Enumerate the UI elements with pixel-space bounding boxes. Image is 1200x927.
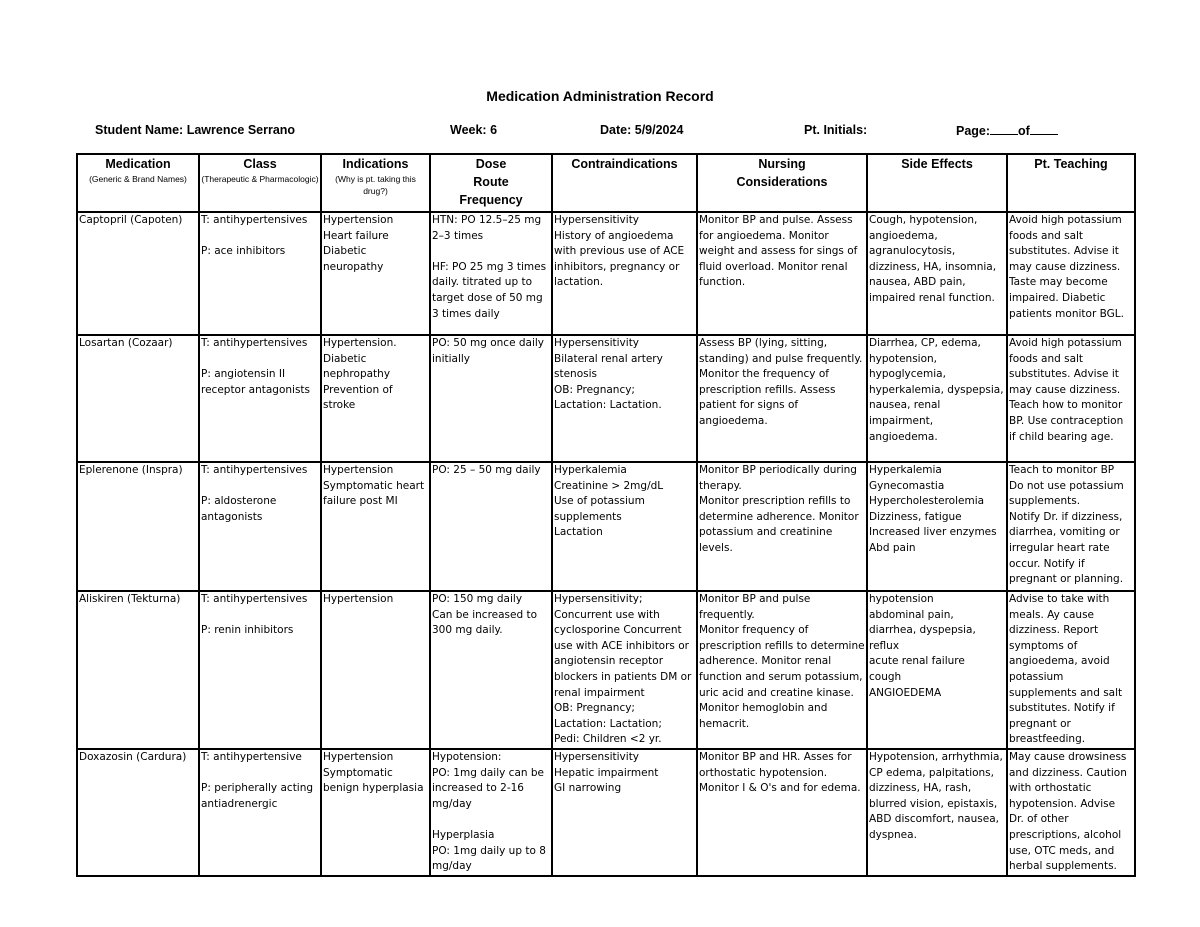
cell-text: T: antihypertensives P: angiotensin II receptor antagonists — [201, 337, 310, 396]
table-row — [77, 462, 1135, 591]
header-title: Dose Route Frequency — [459, 157, 523, 207]
cell-text: Avoid high potassium foods and salt substitutes. Advise it may cause dizziness. Taste may become impaired. Diabetic patients monitor BGL. — [1009, 214, 1124, 320]
page-total-blank — [1030, 123, 1058, 135]
cell-class — [199, 749, 321, 876]
cell-text: Cough, hypotension, angioedema, agranulocytosis, dizziness, HA, insomnia, nausea, ABD pain, impaired renal function. — [869, 214, 997, 304]
cell-text: Hypersensitivity Bilateral renal artery stenosis OB: Pregnancy; Lactation: Lactation. — [554, 337, 663, 412]
cell-medication — [77, 212, 199, 335]
date-field — [600, 123, 683, 137]
cell-nursing — [697, 749, 867, 876]
page-number-blank — [990, 123, 1018, 135]
cell-nursing — [697, 335, 867, 462]
cell-text: Hypersensitivity; Concurrent use with cyclosporine Concurrent use with ACE inhibitors or angiotensin receptor blockers in patients DM or renal impairment OB: Pregnancy; Lactation: Lactation; Pedi: Children <2 yr. — [554, 593, 692, 746]
initials-field — [804, 123, 867, 137]
cell-teaching — [1007, 212, 1135, 335]
cell-nursing — [697, 212, 867, 335]
cell-text: Hypertension Symptomatic heart failure post MI — [323, 464, 425, 508]
page-label: Page: — [956, 124, 991, 138]
cell-text: Assess BP (lying, sitting, standing) and pulse frequently. Monitor the frequency of prescription refills. Assess patient for signs of angioedema. — [699, 337, 863, 427]
cell-class — [199, 462, 321, 591]
date-value: 5/9/2024 — [634, 123, 684, 137]
header-title: Pt. Teaching — [1034, 157, 1108, 171]
cell-medication — [77, 591, 199, 749]
page-field — [956, 123, 1058, 138]
cell-medication — [77, 462, 199, 591]
cell-dose — [430, 749, 552, 876]
cell-text: May cause drowsiness and dizziness. Caution with orthostatic hypotension. Advise Dr. of other prescriptions, alcohol use, OTC meds, and herbal supplements. — [1009, 750, 1127, 873]
header-title: Nursing Considerations — [736, 157, 828, 189]
cell-contraindications — [552, 591, 697, 749]
table-row — [77, 212, 1135, 335]
cell-indications — [321, 462, 430, 591]
cell-nursing — [697, 591, 867, 749]
cell-indications — [321, 335, 430, 462]
table-row — [77, 591, 1135, 749]
header-subtitle: (Generic & Brand Names) — [89, 174, 187, 184]
cell-dose — [430, 335, 552, 462]
cell-text: Eplerenone (Inspra) — [79, 464, 183, 476]
header-nursing — [697, 154, 867, 212]
cell-text: Hypertension Symptomatic benign hyperplasia — [323, 750, 424, 795]
date-label: Date: — [600, 123, 632, 137]
student-name-field — [95, 123, 295, 137]
cell-text: T: antihypertensives P: renin inhibitors — [201, 593, 308, 637]
student-name-value: Lawrence Serrano — [186, 123, 296, 137]
cell-text: Captopril (Capoten) — [79, 214, 183, 226]
cell-text: Doxazosin (Cardura) — [79, 750, 187, 763]
cell-text: Monitor BP and pulse frequently. Monitor frequency of prescription refills to determine adherence. Monitor renal function and serum potassium, uric acid and creatine kinase. Monitor hemoglobin and hemacrit. — [699, 593, 865, 730]
cell-contraindications — [552, 212, 697, 335]
cell-medication — [77, 335, 199, 462]
cell-text: hypotension abdominal pain, diarrhea, dyspepsia, reflux acute renal failure cough ANGIOEDEMA — [869, 593, 976, 699]
cell-text: Hypotension, arrhythmia, CP edema, palpitations, dizziness, HA, rash, blurred vision, epistaxis, ABD discomfort, nausea, dyspnea. — [869, 750, 1003, 841]
header-dose — [430, 154, 552, 212]
header-title: Side Effects — [901, 157, 973, 171]
cell-text: Hypertension. Diabetic nephropathy Prevention of stroke — [323, 337, 397, 412]
cell-text: PO: 50 mg once daily initially — [432, 337, 545, 365]
cell-text: Hyperkalemia Gynecomastia Hypercholesterolemia Dizziness, fatigue Increased liver enzymes Abd pain — [869, 464, 997, 554]
cell-text: Hypertension Heart failure Diabetic neuropathy — [323, 214, 394, 273]
cell-text: Aliskiren (Tekturna) — [79, 593, 181, 605]
table-header-row — [77, 154, 1135, 212]
cell-side-effects — [867, 749, 1007, 876]
initials-label: Pt. Initials: — [804, 123, 868, 137]
header-contraindications — [552, 154, 697, 212]
cell-text: Hypersensitivity History of angioedema with previous use of ACE inhibitors, pregnancy or lactation. — [554, 214, 685, 289]
cell-text: Monitor BP and HR. Asses for orthostatic hypotension. Monitor I & O's and for edema. — [699, 750, 861, 795]
medication-table — [76, 153, 1136, 877]
cell-medication — [77, 749, 199, 876]
cell-text: Hypertension — [323, 593, 394, 605]
cell-contraindications — [552, 335, 697, 462]
header-title: Contraindications — [571, 157, 678, 171]
cell-text: T: antihypertensive P: peripherally acting antiadrenergic — [201, 750, 314, 810]
table-row — [77, 335, 1135, 462]
header-medication — [77, 154, 199, 212]
cell-indications — [321, 591, 430, 749]
cell-dose — [430, 591, 552, 749]
cell-text: Hyperkalemia Creatinine > 2mg/dL Use of potassium supplements Lactation — [554, 464, 664, 539]
cell-text: PO: 150 mg daily Can be increased to 300 mg daily. — [432, 593, 538, 637]
cell-text: Teach to monitor BP Do not use potassium supplements. Notify Dr. if dizziness, diarrhea, vomiting or irregular heart rate occur. Notify if pregnant or planning. — [1009, 464, 1124, 586]
cell-side-effects — [867, 212, 1007, 335]
cell-dose — [430, 462, 552, 591]
student-name-label: Student Name: — [95, 123, 184, 137]
cell-class — [199, 335, 321, 462]
cell-text: Hypersensitivity Hepatic impairment GI narrowing — [554, 750, 659, 795]
cell-text: Monitor BP and pulse. Assess for angioedema. Monitor weight and assess for sings of fluid overload. Monitor renal function. — [699, 214, 858, 289]
header-subtitle: (Why is pt. taking this drug?) — [335, 174, 416, 196]
header-subtitle: (Therapeutic & Pharmacologic) — [201, 174, 319, 184]
cell-side-effects — [867, 591, 1007, 749]
cell-class — [199, 212, 321, 335]
week-field — [450, 123, 497, 137]
cell-side-effects — [867, 462, 1007, 591]
header-teaching — [1007, 154, 1135, 212]
cell-teaching — [1007, 591, 1135, 749]
cell-dose — [430, 212, 552, 335]
cell-contraindications — [552, 749, 697, 876]
cell-text: Losartan (Cozaar) — [79, 337, 173, 349]
header-indications — [321, 154, 430, 212]
cell-teaching — [1007, 335, 1135, 462]
document-title: Medication Administration Record — [486, 88, 714, 104]
cell-text: Monitor BP periodically during therapy. Monitor prescription refills to determine adherence. Monitor potassium and creatinine levels. — [699, 464, 859, 554]
cell-teaching — [1007, 749, 1135, 876]
cell-text: PO: 25 – 50 mg daily — [432, 464, 541, 476]
table-row — [77, 749, 1135, 876]
header-title: Indications — [342, 157, 409, 171]
cell-text: Diarrhea, CP, edema, hypotension, hypoglycemia, hyperkalemia, dyspepsia, nausea, renal impairment, angioedema. — [869, 337, 1004, 443]
cell-text: T: antihypertensives P: ace inhibitors — [201, 214, 308, 258]
cell-text: T: antihypertensives P: aldosterone antagonists — [201, 464, 308, 523]
cell-contraindications — [552, 462, 697, 591]
cell-side-effects — [867, 335, 1007, 462]
header-title: Class — [243, 157, 277, 171]
cell-class — [199, 591, 321, 749]
week-label: Week: — [450, 123, 487, 137]
header-title: Medication — [105, 157, 171, 171]
cell-text: Advise to take with meals. Ay cause dizziness. Report symptoms of angioedema, avoid potassium supplements and salt substitutes. Notify if pregnant or breastfeeding. — [1009, 593, 1123, 746]
header-class — [199, 154, 321, 212]
cell-nursing — [697, 462, 867, 591]
cell-teaching — [1007, 462, 1135, 591]
cell-text: Avoid high potassium foods and salt substitutes. Advise it may cause dizziness. Teach how to monitor BP. Use contraception if child bearing age. — [1009, 337, 1124, 443]
cell-indications — [321, 749, 430, 876]
header-side-effects — [867, 154, 1007, 212]
cell-text: Hypotension: PO: 1mg daily can be increased to 2-16 mg/day Hyperplasia PO: 1mg daily up to 8 mg/day — [432, 750, 546, 873]
week-value: 6 — [490, 123, 498, 137]
page-of-label: of — [1018, 124, 1030, 138]
cell-indications — [321, 212, 430, 335]
cell-text: HTN: PO 12.5–25 mg 2–3 times HF: PO 25 mg 3 times daily. titrated up to target dose of 50 mg 3 times daily — [432, 214, 547, 320]
